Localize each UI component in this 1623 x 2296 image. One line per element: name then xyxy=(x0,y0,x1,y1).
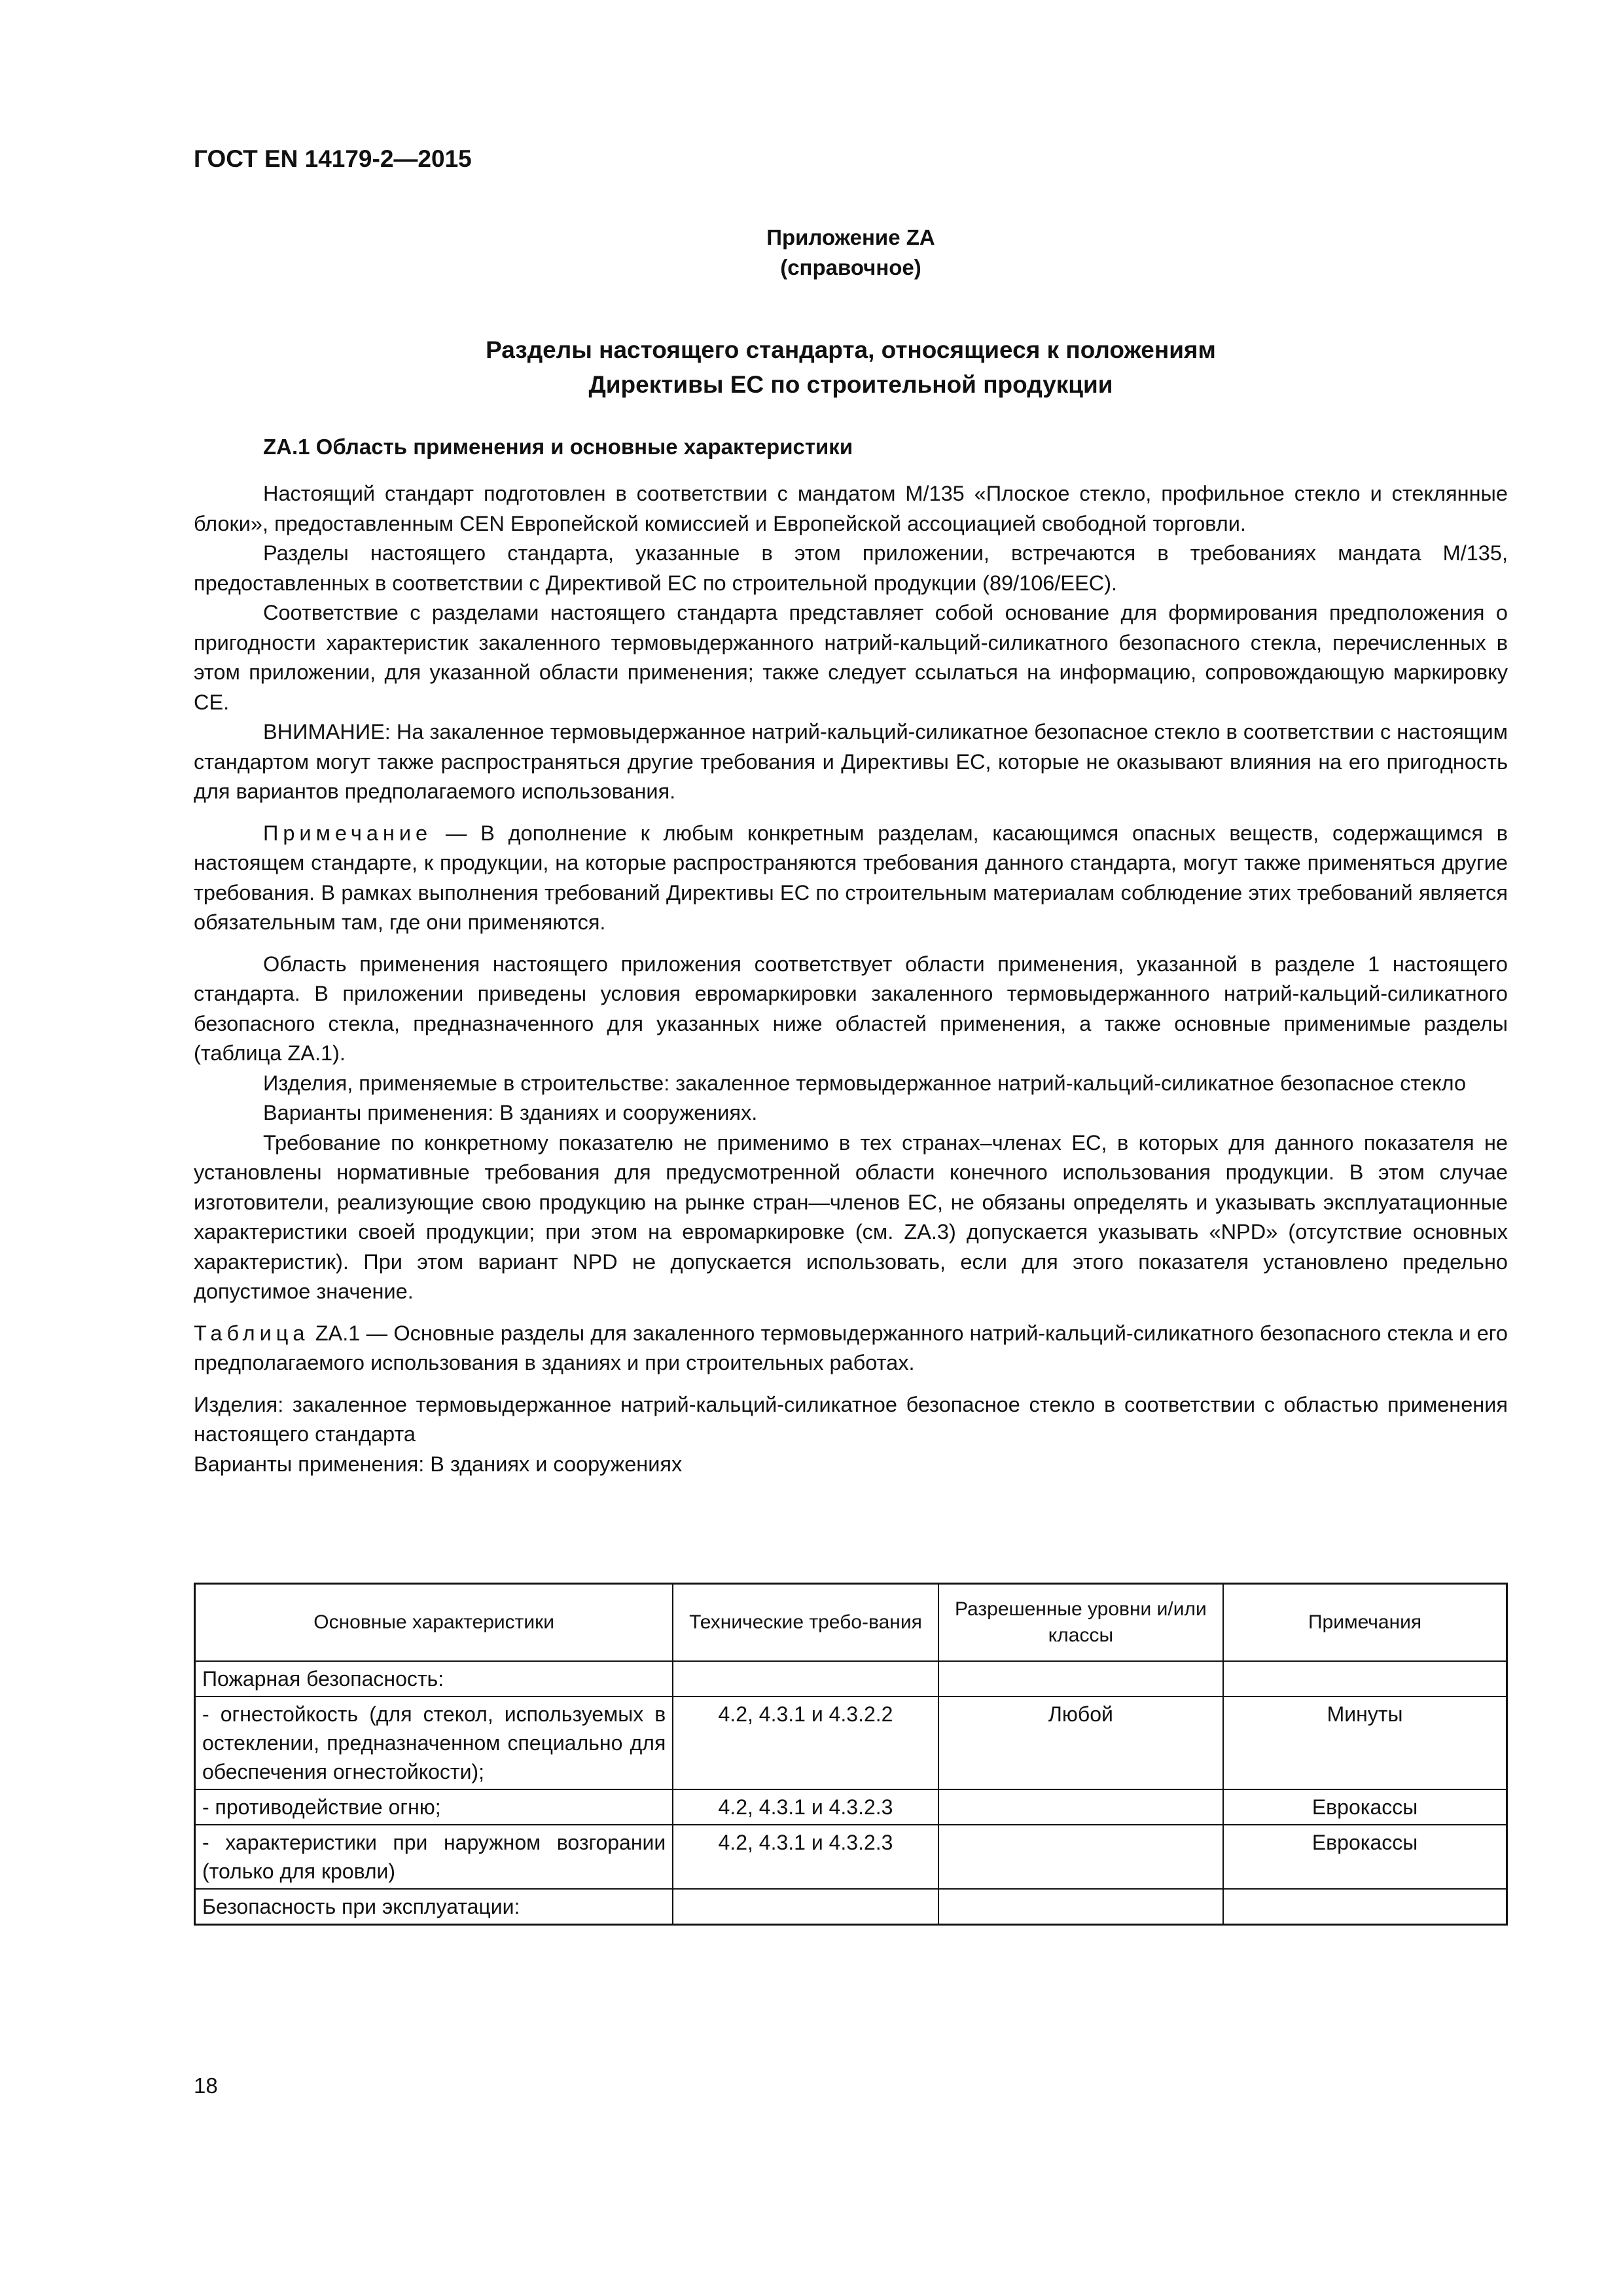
annex-label: Приложение ZA xyxy=(766,225,935,249)
table-caption xyxy=(194,1319,1508,1378)
annex-title-line-2: Директивы ЕС по строительной продукции xyxy=(588,371,1113,398)
usage-line: Варианты применения: В зданиях и сооружениях xyxy=(194,1452,683,1476)
paragraph-conformity: Соответствие с разделами настоящего стандарта представляет собой основание для формирования предположения о пригодности характеристик закаленного термовыдержанного натрий-кальций-силикатного безопасного стекла, перечисленных в этом приложении, для указанной области применения; также следует ссылаться на информацию, сопровождающую маркировку СЕ. xyxy=(194,601,1508,714)
paragraph-usage: Варианты применения: В зданиях и сооружениях. xyxy=(263,1101,758,1124)
characteristics-table-wrap xyxy=(194,1583,1508,1926)
table-cell: Любой xyxy=(938,1696,1223,1789)
table-cell: Пожарная безопасность: xyxy=(195,1661,673,1696)
section-body xyxy=(194,479,1508,1479)
table-cell: 4.2, 4.3.1 и 4.3.2.3 xyxy=(673,1825,938,1889)
table-cell: - противодействие огню; xyxy=(195,1789,673,1825)
table-cell xyxy=(1223,1661,1507,1696)
paragraph-npd: Требование по конкретному показателю не применимо в тех странах–членах ЕС, в которых для данного показателя не установлены нормативные требования для предусмотренной области конечного использования продукции. В этом случае изготовители, реализующие свою продукцию на рынке стран—членов ЕС, не обязаны определять и указывать эксплуатационные характеристики своей продукции; при этом на евромаркировке (см. ZA.3) допускается указывать «NPD» (отсутствие основных характеристик). При этом вариант NPD не допускается использовать, если для этого показателя установлено предельно допустимое значение. xyxy=(194,1130,1508,1303)
header-characteristics: Основные характеристики xyxy=(195,1584,673,1662)
paragraph-products: Изделия, применяемые в строительстве: закаленное термовыдержанное натрий-кальций-силикатное безопасное стекло xyxy=(263,1071,1467,1095)
table-cell xyxy=(938,1789,1223,1825)
note-text: — В дополнение к любым конкретным разделам, касающимся опасных веществ, содержащимся в настоящем стандарте, к продукции, на которые распространяются требования данного стандарта, могут также применяться другие требования. В рамках выполнения требований Директивы ЕС по строительным материалам соблюдение этих требований является обязательным там, где они применяются. xyxy=(194,821,1508,934)
table-row xyxy=(195,1696,1507,1789)
table-cell xyxy=(673,1661,938,1696)
table-cell: Еврокассы xyxy=(1223,1789,1507,1825)
paragraph-sections: Разделы настоящего стандарта, указанные в этом приложении, встречаются в требованиях мандата М/135, предоставленных в соответствии с Директивой ЕС по строительной продукции (89/106/EEC). xyxy=(194,541,1508,595)
table-row xyxy=(195,1825,1507,1889)
header-requirements: Технические требо-вания xyxy=(673,1584,938,1662)
annex-title-line-1: Разделы настоящего стандарта, относящиеся к положениям xyxy=(486,336,1216,363)
table-label: Таблица xyxy=(194,1321,310,1345)
note-paragraph xyxy=(194,819,1508,938)
annex-kind: (справочное) xyxy=(780,255,921,279)
table-row xyxy=(195,1889,1507,1925)
document-code: ГОСТ EN 14179-2—2015 xyxy=(194,145,472,172)
paragraph-mandate: Настоящий стандарт подготовлен в соответствии с мандатом М/135 «Плоское стекло, профильное стекло и стеклянные блоки», предоставленным CEN Европейской комиссией и Европейской ассоциацией свободной торговли. xyxy=(194,482,1508,535)
table-caption-text: ZA.1 — Основные разделы для закаленного термовыдержанного натрий-кальций-силикатного безопасного стекла и его предполагаемого использования в зданиях и при строительных работах. xyxy=(194,1321,1508,1374)
paragraph-warning: ВНИМАНИЕ: На закаленное термовыдержанное натрий-кальций-силикатное безопасное стекло в соответствии с настоящим стандартом могут также распространяться другие требования и Директивы ЕС, которые не оказывают влияния на его пригодность для вариантов предполагаемого использования. xyxy=(194,720,1508,803)
header-notes: Примечания xyxy=(1223,1584,1507,1662)
annex-heading xyxy=(194,223,1508,283)
table-row xyxy=(195,1661,1507,1696)
header-levels: Разрешенные уровни и/или классы xyxy=(938,1584,1223,1662)
annex-title xyxy=(194,332,1508,402)
section-heading: ZA.1 Область применения и основные характеристики xyxy=(263,435,853,459)
table-cell xyxy=(938,1889,1223,1925)
characteristics-table xyxy=(194,1583,1508,1926)
table-cell xyxy=(673,1889,938,1925)
table-cell: Минуты xyxy=(1223,1696,1507,1789)
table-cell: Безопасность при эксплуатации: xyxy=(195,1889,673,1925)
table-cell xyxy=(1223,1889,1507,1925)
table-cell xyxy=(938,1825,1223,1889)
table-cell: - огнестойкость (для стекол, используемых в остеклении, предназначенном специально для обеспечения огнестойкости); xyxy=(195,1696,673,1789)
paragraph-scope: Область применения настоящего приложения соответствует области применения, указанной в разделе 1 настоящего стандарта. В приложении приведены условия евромаркировки закаленного термовыдержанного натрий-кальций-силикатного безопасного стекла, предназначенного для указанных ниже областей применения, а также основные применимые разделы (таблица ZA.1). xyxy=(194,952,1508,1065)
note-label: Примечание xyxy=(263,821,433,845)
page-number: 18 xyxy=(194,2073,218,2098)
table-cell: Еврокассы xyxy=(1223,1825,1507,1889)
table-header-row xyxy=(195,1584,1507,1662)
table-cell: 4.2, 4.3.1 и 4.3.2.3 xyxy=(673,1789,938,1825)
table-cell: - характеристики при наружном возгорании (только для кровли) xyxy=(195,1825,673,1889)
table-cell: 4.2, 4.3.1 и 4.3.2.2 xyxy=(673,1696,938,1789)
products-line: Изделия: закаленное термовыдержанное натрий-кальций-силикатное безопасное стекло в соответствии с областью применения настоящего стандарта xyxy=(194,1392,1508,1446)
table-row xyxy=(195,1789,1507,1825)
table-cell xyxy=(938,1661,1223,1696)
